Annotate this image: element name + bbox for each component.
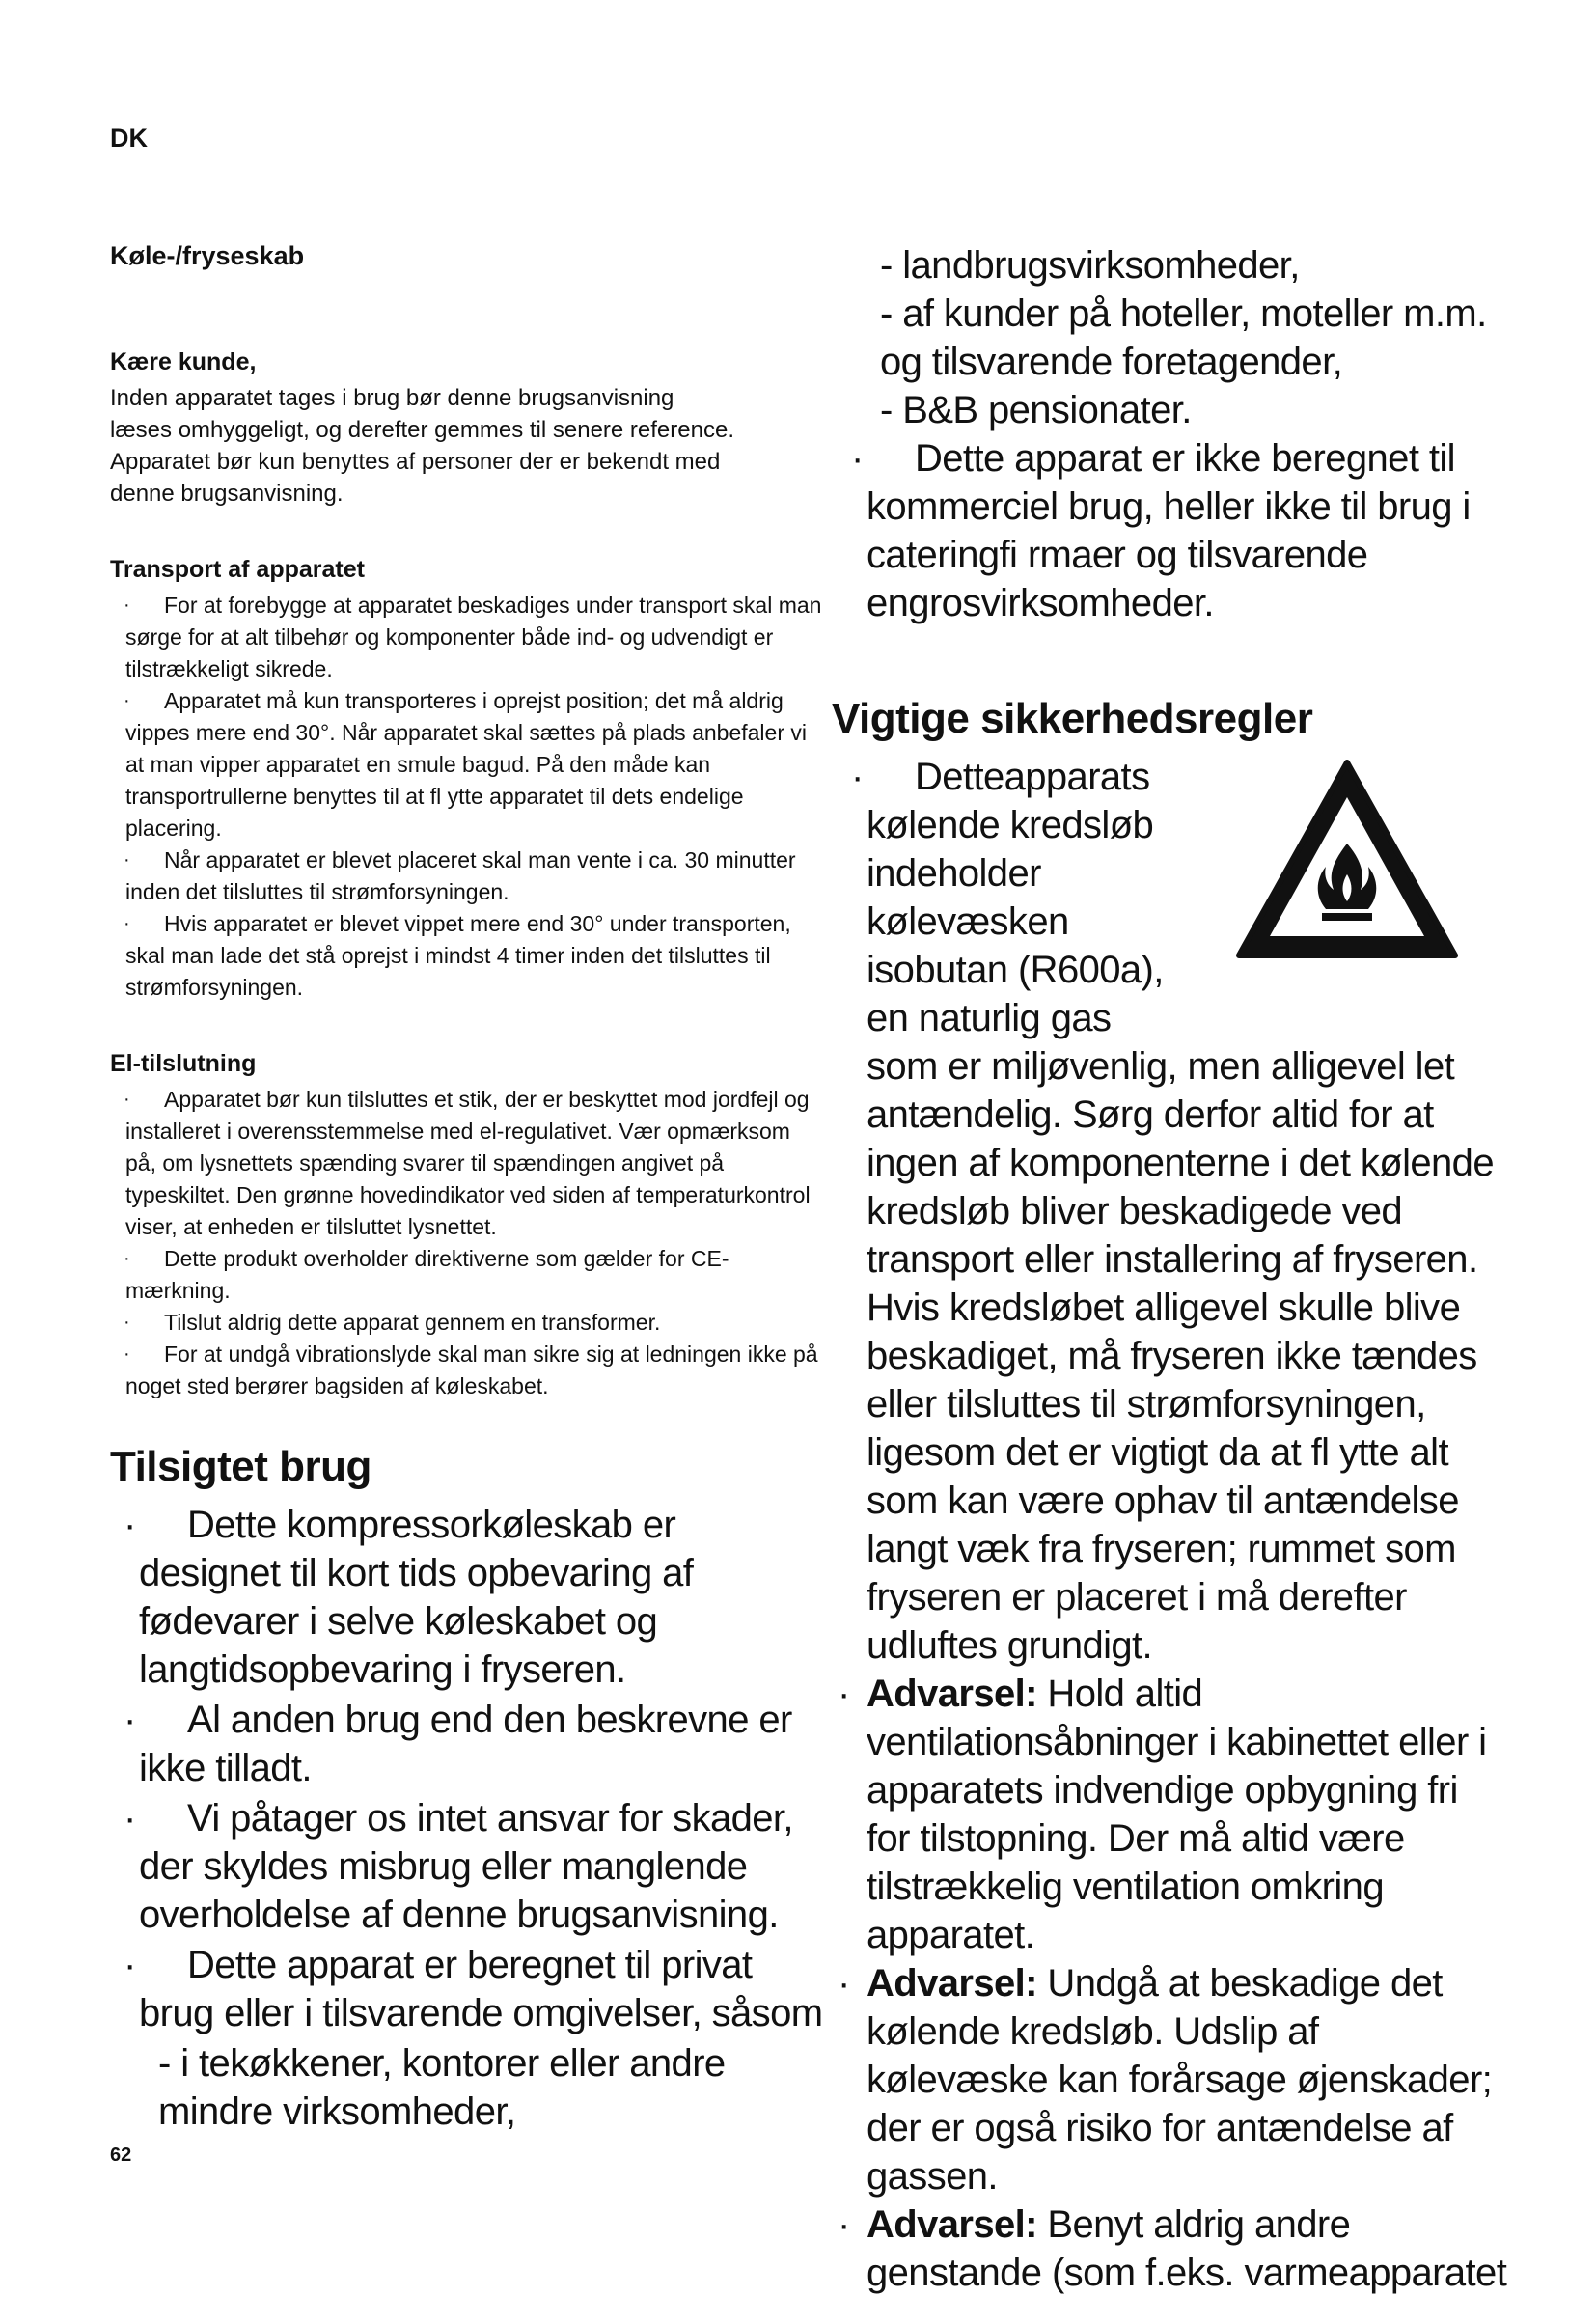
warning-text (867, 1959, 1507, 2200)
intro-line: læses omhyggeligt, og derefter gemmes til senere reference. (110, 417, 734, 443)
list-item-text: Apparatet må kun transporteres i oprejst position; det må aldrig vippes mere end 30°. Når apparatet skal sættes på plads anbefaler vi at man vipper apparatet en smule bagud. På den måde kan transportrullerne benyttes til at fl ytte apparatet til dets endelige placering. (125, 688, 807, 841)
intended-use-list (110, 1501, 824, 2037)
list-item-text: Dette apparat er beregnet til privat brug eller i tilsvarende omgivelser, såsom (139, 1944, 823, 2034)
bullet-icon: · (124, 1504, 136, 1546)
warning-item (832, 1959, 1507, 2200)
warning-label: Advarsel: (867, 1673, 1037, 1715)
intended-use-section (110, 1443, 824, 2136)
text-line: en naturlig gas (867, 997, 1112, 1039)
warning-label: Advarsel: (867, 2203, 1037, 2246)
intro-line: Apparatet bør kun benyttes af personer der er bekendt med (110, 449, 721, 475)
bullet-icon: · (124, 1089, 130, 1110)
sub-item: - af kunder på hoteller, moteller m.m. og tilsvarende foretagender, (880, 292, 1487, 383)
bullet-icon: · (838, 2203, 850, 2246)
bullet-icon: · (838, 1962, 850, 2005)
page-number: 62 (110, 2145, 132, 2166)
bullet-icon: · (124, 1312, 130, 1333)
list-item-text: Vi påtager os intet ansvar for skader, der skyldes misbrug eller manglende overholdelse af denne brugsanvisning. (139, 1797, 793, 1936)
list-item (110, 844, 824, 908)
bullet-icon: · (124, 1343, 130, 1365)
list-item (110, 1307, 824, 1339)
bullet-icon: · (124, 1797, 136, 1840)
dear-customer-section (110, 348, 824, 510)
bullet-icon: · (124, 1248, 130, 1269)
warning-item (832, 1670, 1507, 1959)
list-item-text: Dette apparat er ikke beregnet til kommerciel brug, heller ikke til brug i cateringfi rmaer og tilsvarende engrosvirksomheder. (867, 437, 1471, 624)
list-item-text: Hvis apparatet er blevet vippet mere end 30° under transporten, skal man lade det stå oprejst i mindst 4 timer inden det tilsluttes til strømforsyningen. (125, 911, 791, 1000)
list-item-text: For at undgå vibrationslyde skal man sikre sig at ledningen ikke på noget sted berører bagsiden af køleskabet. (125, 1342, 818, 1398)
list-item (110, 1501, 824, 1694)
warning-body: Benyt aldrig andre genstande (som f.eks. varmeapparatet (867, 2203, 1507, 2294)
list-item (110, 1339, 824, 1402)
list-item-text: For at forebygge at apparatet beskadiges under transport skal man sørge for at alt tilbehør og komponenter både ind- og udvendigt er tilstrækkeligt sikrede. (125, 593, 822, 681)
transport-title: Transport af apparatet (110, 556, 365, 583)
intended-use-title: Tilsigtet brug (110, 1443, 371, 1490)
country-code: DK (110, 124, 148, 152)
warning-text (867, 2200, 1507, 2297)
bullet-icon: · (851, 437, 864, 480)
list-item-text: Når apparatet er blevet placeret skal man vente i ca. 30 minutter inden det tilsluttes til strømforsyningen. (125, 847, 796, 904)
text-line: kølende kredsløb (867, 804, 1154, 846)
dear-customer-title: Kære kunde, (110, 348, 257, 375)
warning-list (832, 1670, 1507, 2297)
safety-rules-title: Vigtige sikkerhedsregler (832, 695, 1313, 742)
warning-text (867, 1670, 1507, 1959)
document-title: Køle-/fryseskab (110, 241, 305, 270)
list-item-text: Dette kompressorkøleskab er designet til kort tids opbevaring af fødevarer i selve køleskabet og langtidsopbevaring i fryseren. (139, 1504, 694, 1691)
text-line: isobutan (R600a), (867, 949, 1164, 991)
flammable-warning-icon (1233, 755, 1461, 963)
text-line: Detteapparats (915, 756, 1150, 798)
warning-body: Undgå at beskadige det kølende kredsløb. Udslip af kølevæske kan forårsage øjenskader; der er også risiko for antændelse af gassen. (867, 1962, 1493, 2198)
safety-first-lines (867, 753, 1252, 1042)
transport-list (110, 590, 824, 1004)
sub-item: - B&B pensionater. (880, 389, 1192, 431)
bullet-icon: · (838, 1673, 850, 1715)
list-item-text: Al anden brug end den beskrevne er ikke tilladt. (139, 1699, 792, 1789)
bullet-icon: · (124, 1944, 136, 1986)
warning-body: Hold altid ventilationsåbninger i kabinettet eller i apparatets indvendige opbygning fri for tilstopning. Der må altid være tilstrækkelig ventilation omkring apparatet. (867, 1673, 1487, 1956)
sub-item: - i tekøkkener, kontorer eller andre mindre virksomheder, (158, 2042, 726, 2133)
list-item (110, 1084, 824, 1243)
list-item (110, 1243, 824, 1307)
list-item (110, 1794, 824, 1939)
bullet-icon: · (124, 690, 130, 711)
list-item-text: Tilslut aldrig dette apparat gennem en transformer. (164, 1310, 661, 1335)
electrical-section (110, 1050, 824, 1402)
list-item (110, 685, 824, 844)
electrical-title: El-tilslutning (110, 1050, 257, 1077)
left-column-small-print (110, 241, 824, 1449)
list-item-text: Dette produkt overholder direktiverne som gælder for CE-mærkning. (125, 1246, 729, 1303)
list-item (110, 908, 824, 1004)
sub-item: - landbrugsvirksomheder, (880, 244, 1300, 287)
transport-section (110, 556, 824, 1004)
text-line: indeholder (867, 852, 1041, 895)
list-item (110, 1941, 824, 2037)
bullet-icon: · (124, 849, 130, 871)
bullet-icon: · (851, 756, 864, 798)
list-item-text: Apparatet bør kun tilsluttes et stik, der er beskyttet mod jordfejl og installeret i overensstemmelse med el-regulativet. Vær opmærksom på, om lysnettets spænding svarer til spændingen angivet på typeskiltet. Den grønne hovedindikator ved siden af temperaturkontrol viser, at enheden er tilsluttet lysnettet. (125, 1087, 811, 1239)
list-item (832, 434, 1507, 627)
intro-line: Inden apparatet tages i brug bør denne brugsanvisning (110, 385, 674, 411)
text-line: kølevæsken (867, 900, 1069, 943)
bullet-icon: · (124, 913, 130, 934)
list-item (110, 590, 824, 685)
bullet-icon: · (124, 1699, 136, 1741)
intended-use-list-continued (832, 434, 1507, 627)
list-item-text: som er miljøvenlig, men alligevel let antændelig. Sørg derfor altid for at ingen af komponenterne i det kølende kredsløb bliver beskadigede ved transport eller installering af fryseren. Hvis kredsløbet alligevel skulle blive beskadiget, må fryseren ikke tændes eller tilsluttes til strømforsyningen, ligesom det er vigtigt da at fl ytte alt som kan være ophav til antændelse langt væk fra fryseren; rummet som fryseren er placeret i må derefter udluftes grundigt. (867, 1045, 1494, 1667)
right-column (832, 241, 1507, 2297)
list-item (110, 1696, 824, 1792)
intro-line: denne brugsanvisning. (110, 481, 344, 507)
warning-label: Advarsel: (867, 1962, 1037, 2005)
electrical-list (110, 1084, 824, 1402)
bullet-icon: · (124, 595, 130, 616)
warning-item (832, 2200, 1507, 2297)
